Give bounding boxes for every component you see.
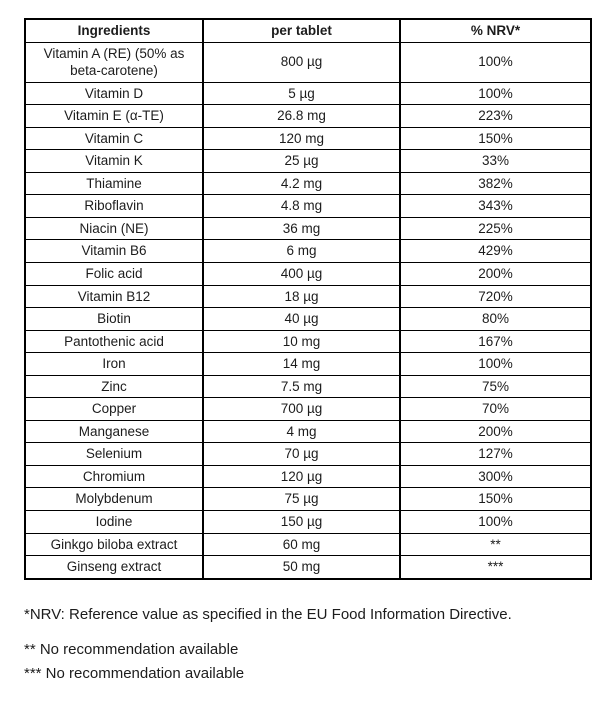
ingredient-name-cell: Niacin (NE) [25, 217, 203, 240]
nrv-percent-cell: 343% [400, 195, 591, 218]
amount-per-tablet-cell: 60 mg [203, 533, 400, 556]
table-row [25, 443, 591, 466]
table-row [25, 308, 591, 331]
table-row [25, 533, 591, 556]
amount-per-tablet-cell: 150 µg [203, 511, 400, 534]
nrv-percent-cell: 223% [400, 105, 591, 128]
amount-per-tablet-cell: 36 mg [203, 217, 400, 240]
table-row [25, 488, 591, 511]
nrv-percent-cell: 80% [400, 308, 591, 331]
ingredient-name-cell: Ginkgo biloba extract [25, 533, 203, 556]
ingredient-name-cell: Vitamin K [25, 150, 203, 173]
table-row [25, 465, 591, 488]
nrv-percent-cell: 720% [400, 285, 591, 308]
ingredient-name-cell: Riboflavin [25, 195, 203, 218]
table-row [25, 420, 591, 443]
nrv-percent-cell: ** [400, 533, 591, 556]
table-row [25, 330, 591, 353]
ingredient-name-cell: Vitamin B12 [25, 285, 203, 308]
amount-per-tablet-cell: 5 µg [203, 82, 400, 105]
amount-per-tablet-cell: 14 mg [203, 353, 400, 376]
footnote-double-asterisk: ** No recommendation available [24, 641, 239, 658]
amount-per-tablet-cell: 800 µg [203, 42, 400, 82]
nutrition-table [24, 18, 592, 580]
table-row [25, 556, 591, 579]
table-row [25, 172, 591, 195]
amount-per-tablet-cell: 6 mg [203, 240, 400, 263]
nrv-percent-cell: 200% [400, 420, 591, 443]
footnote-triple-asterisk: *** No recommendation available [24, 665, 245, 682]
table-row [25, 42, 591, 82]
table-row [25, 263, 591, 286]
amount-per-tablet-cell: 70 µg [203, 443, 400, 466]
table-row [25, 240, 591, 263]
table-row [25, 353, 591, 376]
nrv-percent-cell: 167% [400, 330, 591, 353]
ingredient-name-cell: Folic acid [25, 263, 203, 286]
table-row [25, 82, 591, 105]
ingredient-name-cell: Iodine [25, 511, 203, 534]
nrv-percent-cell: 300% [400, 465, 591, 488]
table-row [25, 217, 591, 240]
ingredient-name-cell: Vitamin A (RE) (50% as beta-carotene) [25, 42, 203, 82]
nrv-percent-cell: 150% [400, 488, 591, 511]
table-row [25, 511, 591, 534]
amount-per-tablet-cell: 120 µg [203, 465, 400, 488]
amount-per-tablet-cell: 120 mg [203, 127, 400, 150]
ingredient-name-cell: Manganese [25, 420, 203, 443]
ingredient-name-cell: Selenium [25, 443, 203, 466]
ingredient-name-cell: Biotin [25, 308, 203, 331]
table-row [25, 195, 591, 218]
ingredient-name-cell: Vitamin C [25, 127, 203, 150]
nrv-percent-cell: 33% [400, 150, 591, 173]
ingredient-name-cell: Vitamin D [25, 82, 203, 105]
ingredient-name-cell: Ginseng extract [25, 556, 203, 579]
table-row [25, 398, 591, 421]
amount-per-tablet-cell: 7.5 mg [203, 375, 400, 398]
nrv-percent-cell: 75% [400, 375, 591, 398]
amount-per-tablet-cell: 26.8 mg [203, 105, 400, 128]
amount-per-tablet-cell: 25 µg [203, 150, 400, 173]
ingredient-name-cell: Zinc [25, 375, 203, 398]
nrv-percent-cell: 100% [400, 511, 591, 534]
footnote-nrv-definition: *NRV: Reference value as specified in the EU Food Information Directive. [24, 606, 512, 623]
nrv-percent-cell: 429% [400, 240, 591, 263]
header-ingredients: Ingredients [25, 19, 203, 42]
amount-per-tablet-cell: 4 mg [203, 420, 400, 443]
table-body [25, 42, 591, 579]
amount-per-tablet-cell: 40 µg [203, 308, 400, 331]
header-per-tablet: per tablet [203, 19, 400, 42]
table-row [25, 127, 591, 150]
amount-per-tablet-cell: 10 mg [203, 330, 400, 353]
amount-per-tablet-cell: 50 mg [203, 556, 400, 579]
ingredient-name-cell: Pantothenic acid [25, 330, 203, 353]
nrv-percent-cell: 150% [400, 127, 591, 150]
nrv-percent-cell: 382% [400, 172, 591, 195]
table-row [25, 375, 591, 398]
table-header-row [25, 19, 591, 42]
amount-per-tablet-cell: 4.8 mg [203, 195, 400, 218]
amount-per-tablet-cell: 75 µg [203, 488, 400, 511]
ingredient-name-cell: Molybdenum [25, 488, 203, 511]
ingredient-name-cell: Vitamin E (α-TE) [25, 105, 203, 128]
nrv-percent-cell: 70% [400, 398, 591, 421]
amount-per-tablet-cell: 700 µg [203, 398, 400, 421]
table-row [25, 105, 591, 128]
nrv-percent-cell: 100% [400, 42, 591, 82]
ingredient-name-cell: Iron [25, 353, 203, 376]
ingredient-name-cell: Copper [25, 398, 203, 421]
ingredient-name-cell: Thiamine [25, 172, 203, 195]
nrv-percent-cell: 127% [400, 443, 591, 466]
nrv-percent-cell: 100% [400, 353, 591, 376]
nrv-percent-cell: 100% [400, 82, 591, 105]
nrv-percent-cell: *** [400, 556, 591, 579]
nrv-percent-cell: 225% [400, 217, 591, 240]
table-row [25, 285, 591, 308]
table-row [25, 150, 591, 173]
nrv-percent-cell: 200% [400, 263, 591, 286]
header-nrv: % NRV* [400, 19, 591, 42]
amount-per-tablet-cell: 400 µg [203, 263, 400, 286]
ingredient-name-cell: Vitamin B6 [25, 240, 203, 263]
amount-per-tablet-cell: 18 µg [203, 285, 400, 308]
ingredient-name-cell: Chromium [25, 465, 203, 488]
amount-per-tablet-cell: 4.2 mg [203, 172, 400, 195]
